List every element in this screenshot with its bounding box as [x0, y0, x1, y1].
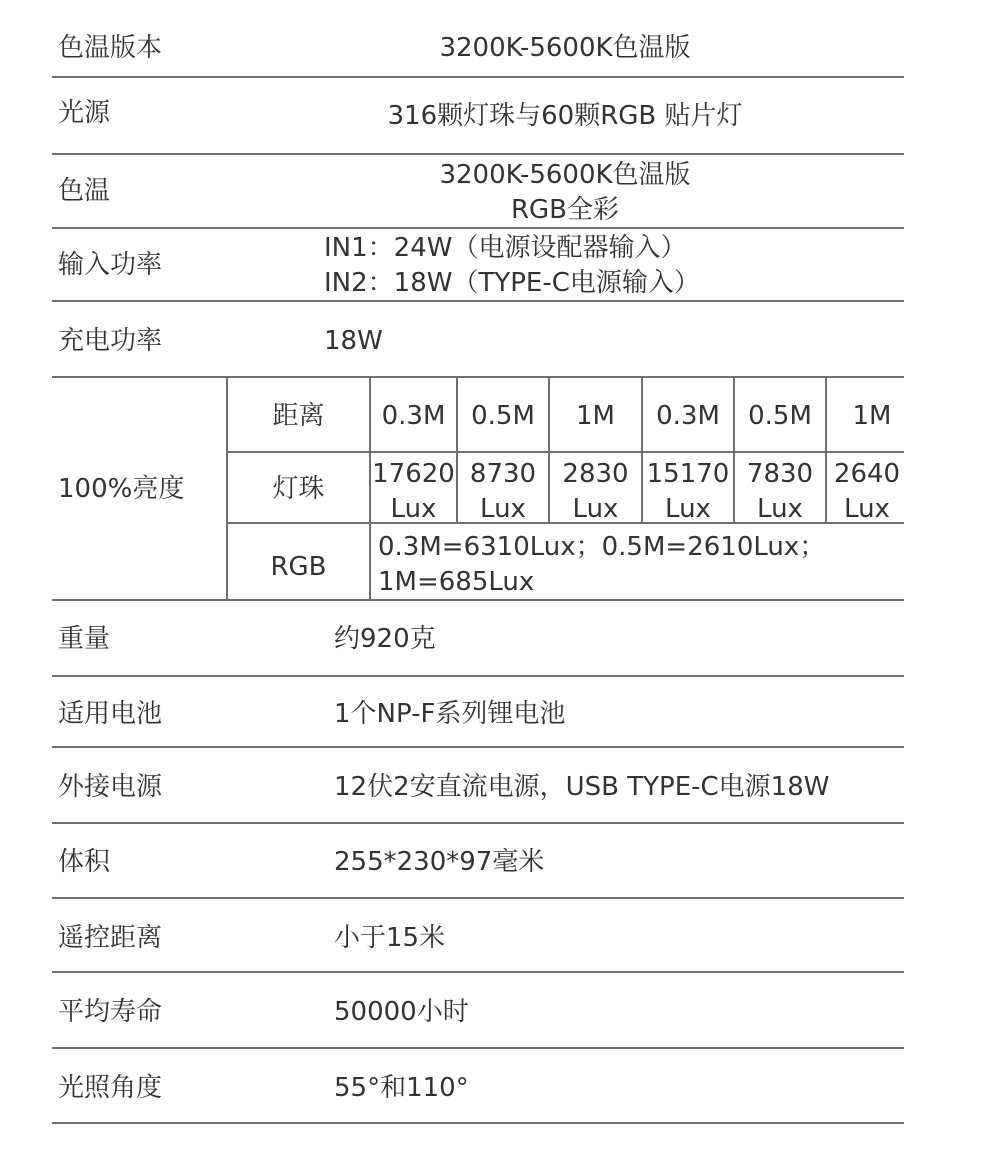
row-divider	[52, 76, 904, 78]
grid-line	[227, 451, 904, 453]
bead-unit: Lux	[844, 494, 890, 524]
distance-cell: 0.3M	[656, 401, 720, 431]
distance-cell: 1M	[576, 401, 615, 431]
lifespan-value: 50000小时	[334, 997, 469, 1027]
bead-unit: Lux	[480, 494, 526, 524]
bead-unit: Lux	[390, 494, 437, 524]
distance-cell: 1M	[852, 401, 892, 431]
lifespan-label: 平均寿命	[58, 997, 163, 1027]
row-divider	[52, 822, 904, 824]
charge-power-value: 18W	[324, 326, 383, 356]
bead-unit: Lux	[757, 494, 803, 524]
bead-unit: Lux	[572, 494, 619, 524]
row-divider	[52, 675, 904, 677]
weight-label: 重量	[58, 624, 111, 654]
distance-cell: 0.5M	[471, 401, 535, 431]
bead-value: 17620	[372, 459, 455, 489]
color-temp-label: 色温	[58, 176, 111, 206]
row-divider	[52, 599, 904, 601]
remote-distance-label: 遥控距离	[58, 923, 163, 953]
version-label: 色温版本	[58, 33, 163, 63]
beam-angle-value: 55°和110°	[334, 1073, 469, 1103]
row-divider	[52, 376, 904, 378]
input-power-value-1: IN1：24W（电源设配器输入）	[324, 233, 687, 263]
distance-cell: 0.3M	[381, 401, 446, 431]
bead-value: 7830	[746, 459, 814, 489]
brightness-label: 100%亮度	[58, 474, 185, 504]
row-divider	[52, 227, 904, 229]
rgb-value-2: 1M=685Lux	[378, 567, 535, 597]
light-source-label: 光源	[58, 98, 111, 128]
remote-distance-value: 小于15米	[334, 923, 446, 953]
volume-label: 体积	[58, 847, 111, 877]
row-divider	[52, 746, 904, 748]
bead-label: 灯珠	[272, 474, 325, 504]
bead-value: 2830	[562, 459, 629, 489]
weight-value: 约920克	[334, 624, 436, 654]
distance-cell: 0.5M	[748, 401, 812, 431]
bead-value: 8730	[469, 459, 537, 489]
row-divider	[52, 1047, 904, 1049]
battery-value: 1个NP-F系列锂电池	[334, 699, 566, 729]
bead-unit: Lux	[665, 494, 711, 524]
color-temp-value-1: 3200K-5600K色温版	[439, 160, 691, 190]
light-source-value: 316颗灯珠与60颗RGB 贴片灯	[387, 101, 743, 131]
volume-value: 255*230*97毫米	[334, 847, 545, 877]
row-divider	[52, 897, 904, 899]
rgb-label: RGB	[270, 552, 327, 582]
bead-value: 15170	[646, 459, 730, 489]
row-divider	[52, 1122, 904, 1124]
row-divider	[52, 300, 904, 302]
row-divider	[52, 153, 904, 155]
distance-label: 距离	[272, 401, 325, 431]
bead-value: 2640	[833, 459, 901, 489]
rgb-value-1: 0.3M=6310Lux；0.5M=2610Lux；	[378, 532, 826, 562]
charge-power-label: 充电功率	[58, 326, 163, 356]
input-power-value-2: IN2：18W（TYPE-C电源输入）	[324, 268, 700, 298]
external-power-value: 12伏2安直流电源，USB TYPE-C电源18W	[334, 772, 830, 802]
beam-angle-label: 光照角度	[58, 1073, 163, 1103]
row-divider	[52, 971, 904, 973]
version-value: 3200K-5600K色温版	[439, 33, 691, 63]
input-power-label: 输入功率	[58, 250, 163, 280]
external-power-label: 外接电源	[58, 772, 163, 802]
color-temp-value-2: RGB全彩	[510, 195, 620, 225]
battery-label: 适用电池	[58, 699, 163, 729]
